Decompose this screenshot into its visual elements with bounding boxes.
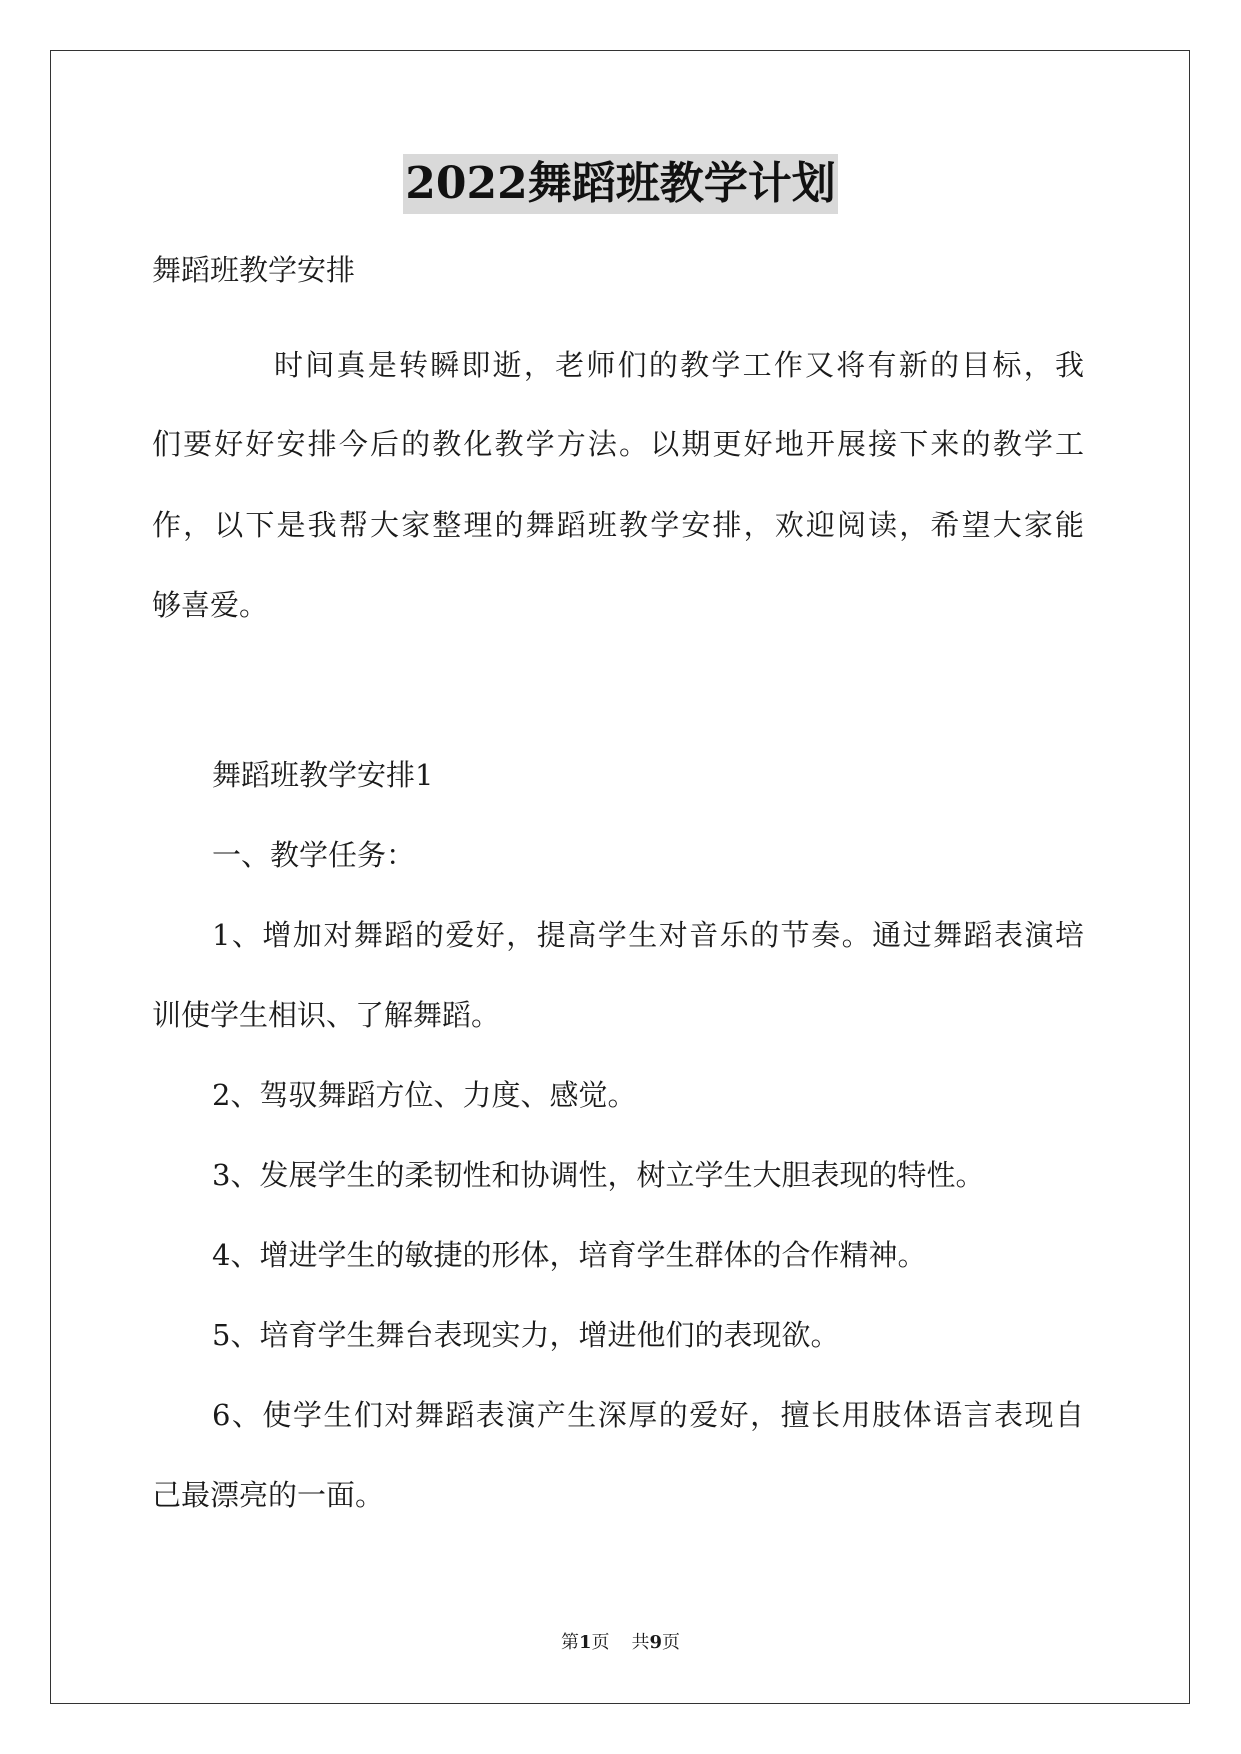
- section-heading: 舞蹈班教学安排: [152, 253, 356, 287]
- list-item: 3、发展学生的柔韧性和协调性，树立学生大胆表现的特性。: [212, 1158, 985, 1192]
- paragraph-line: 时间真是转瞬即逝，老师们的教学工作又将有新的目标，我: [274, 348, 1084, 382]
- list-item: 5、培育学生舞台表现实力，增进他们的表现欲。: [212, 1318, 840, 1352]
- footer-total-suffix: 页: [662, 1632, 681, 1653]
- paragraph-line: 够喜爱。: [152, 588, 269, 622]
- list-item-continuation: 己最漂亮的一面。: [152, 1478, 385, 1512]
- page-footer: [0, 1631, 1241, 1655]
- footer-total-prefix: 共: [631, 1632, 650, 1653]
- list-item: 1、增加对舞蹈的爱好，提高学生对音乐的节奏。通过舞蹈表演培: [212, 918, 1084, 952]
- list-heading: 一、教学任务：: [212, 838, 416, 872]
- footer-total-pages: 9: [649, 1632, 663, 1653]
- paragraph-line: 们要好好安排今后的教化教学方法。以期更好地开展接下来的教学工: [152, 427, 1084, 461]
- list-item: 2、驾驭舞蹈方位、力度、感觉。: [212, 1078, 637, 1112]
- document-title: 2022舞蹈班教学计划: [403, 154, 837, 214]
- list-item-continuation: 训使学生相识、了解舞蹈。: [152, 998, 501, 1032]
- page-border: [50, 50, 1190, 1704]
- list-item: 4、增进学生的敏捷的形体，培育学生群体的合作精神。: [212, 1238, 927, 1272]
- list-item: 6、使学生们对舞蹈表演产生深厚的爱好，擅长用肢体语言表现自: [212, 1398, 1084, 1432]
- footer-page-prefix: 第: [560, 1632, 579, 1653]
- footer-page-number: 1: [578, 1632, 592, 1653]
- subsection-heading: 舞蹈班教学安排1: [212, 758, 434, 792]
- footer-page-suffix: 页: [591, 1632, 610, 1653]
- paragraph-line: 作，以下是我帮大家整理的舞蹈班教学安排，欢迎阅读，希望大家能: [152, 508, 1084, 542]
- title-container: [0, 154, 1241, 214]
